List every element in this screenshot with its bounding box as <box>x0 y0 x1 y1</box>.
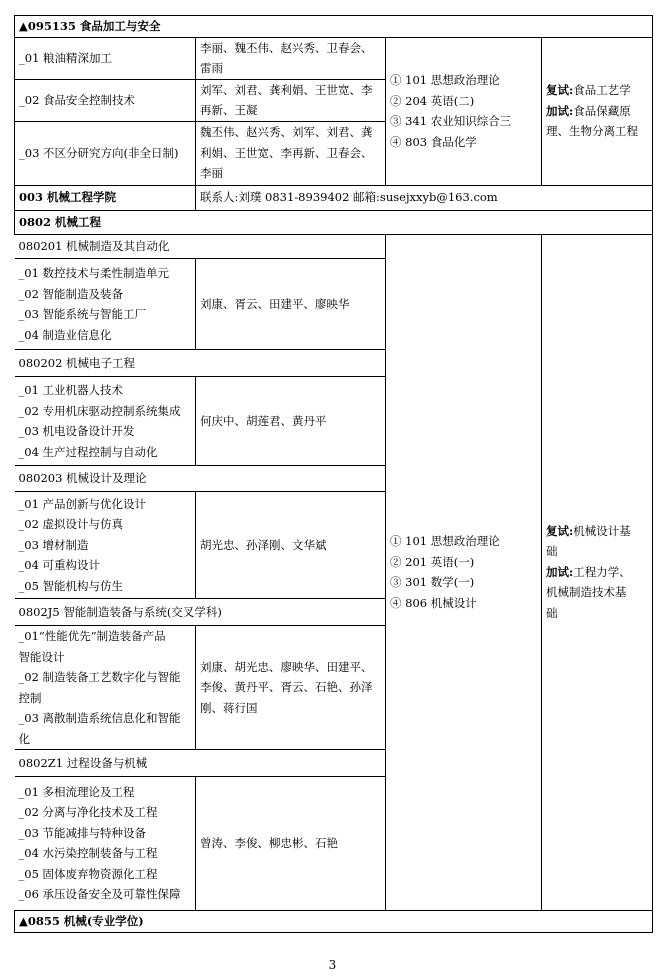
college-name: 003 机械工程学院 <box>15 185 196 210</box>
advisor-list: 刘康、胡光忠、廖映华、田建平、 李俊、黄丹平、胥云、石艳、孙泽 刚、蒋行国 <box>196 626 386 750</box>
college-contact: 联系人:刘璞 0831-8939402 邮箱:susejxxyb@163.com <box>196 185 653 210</box>
advisor-list: 曾涛、李俊、柳忠彬、石艳 <box>196 777 386 910</box>
direction-name: _02 食品安全控制技术 <box>15 79 196 121</box>
retest-info: 复试:食品工艺学 加试:食品保藏原 理、生物分离工程 <box>542 37 653 185</box>
retest-info: 复试:机械设计基 础 加试:工程力学、 机械制造技术基 础 <box>542 234 653 910</box>
direction-name: _01 粮油精深加工 <box>15 37 196 79</box>
mech-section-header: 0802 机械工程 <box>15 210 653 234</box>
advisor-list: 李丽、魏丕伟、赵兴秀、卫春会、 雷雨 <box>196 37 386 79</box>
subject-title: 080202 机械电子工程 <box>15 350 386 377</box>
subject-title: 080201 机械制造及其自动化 <box>18 239 170 253</box>
subject-title: 080203 机械设计及理论 <box>15 466 386 492</box>
exam-subject: ③ 301 数学(一) <box>390 575 475 589</box>
exam-subject: ① 101 思想政治理论 <box>390 73 500 87</box>
advisor-list: 刘军、刘君、龚利娟、王世宽、李 再新、王凝 <box>196 79 386 121</box>
advisor-list: 何庆中、胡莲君、黄丹平 <box>196 377 386 466</box>
direction-list: _01“性能优先”制造装备产品 智能设计 _02 制造装备工艺数字化与智能 控制 _03 离散制造系统信息化和智能 化 <box>15 626 196 750</box>
direction-list: _01 多相流理论及工程 _02 分离与净化技术及工程 _03 节能减排与特种设备 _04 水污染控制装备与工程 _05 固体废弃物资源化工程 _06 承压设备安全及可靠性保障 <box>15 777 196 910</box>
food-section-header: ▲095135 食品加工与安全 <box>15 16 653 38</box>
exam-subject: ② 201 英语(一) <box>390 554 475 569</box>
advisor-list: 胡光忠、孙泽刚、文华斌 <box>196 492 386 599</box>
exam-subjects <box>386 37 542 185</box>
exam-subject: ④ 803 食品化学 <box>390 134 477 149</box>
exam-subject: ③ 341 农业知识综合三 <box>390 114 512 128</box>
direction-list: _01 数控技术与柔性制造单元 _02 智能制造及装备 _03 智能系统与智能工厂 _04 制造业信息化 <box>15 259 196 350</box>
subject-title: 0802Z1 过程设备与机械 <box>15 750 386 777</box>
next-section-header: ▲0855 机械(专业学位) <box>15 910 653 932</box>
direction-list: _01 工业机器人技术 _02 专用机床驱动控制系统集成 _03 机电设备设计开发 _04 生产过程控制与自动化 <box>15 377 196 466</box>
subject-title: 0802J5 智能制造装备与系统(交叉学科) <box>15 599 386 626</box>
advisor-list: 刘康、胥云、田建平、廖映华 <box>196 259 386 350</box>
advisor-list: 魏丕伟、赵兴秀、刘军、刘君、龚 利娟、王世宽、李再新、卫春会、 李丽 <box>196 121 386 185</box>
subject-list <box>15 234 386 910</box>
exam-subject: ④ 806 机械设计 <box>390 595 477 610</box>
exam-subject: ② 204 英语(二) <box>390 93 475 108</box>
exam-subjects <box>386 234 542 910</box>
direction-list: _01 产品创新与优化设计 _02 虚拟设计与仿真 _03 增材制造 _04 可重构设计 _05 智能机构与仿生 <box>15 492 196 599</box>
exam-subject: ① 101 思想政治理论 <box>390 534 500 548</box>
admission-catalog-table <box>14 15 653 933</box>
direction-name: _03 不区分研究方向(非全日制) <box>15 121 196 185</box>
page-number: 3 <box>328 958 337 972</box>
